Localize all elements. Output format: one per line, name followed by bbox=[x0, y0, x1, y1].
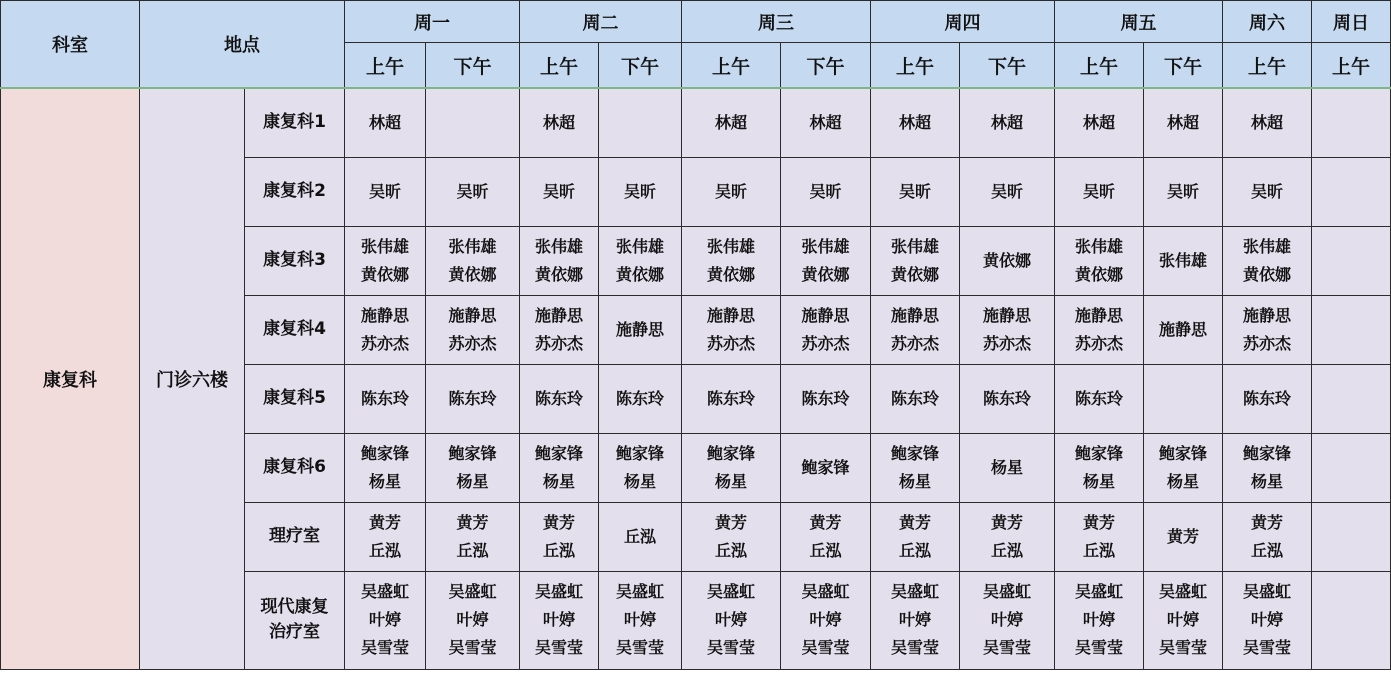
schedule-cell bbox=[1055, 364, 1144, 433]
header-day-sat: 周六 bbox=[1223, 1, 1312, 43]
doctor-name: 黄依娜 bbox=[706, 264, 755, 284]
schedule-cell bbox=[1055, 88, 1144, 157]
doctor-name: 黄芳 bbox=[368, 512, 401, 532]
doctor-name: 鲍家锋 bbox=[706, 443, 755, 463]
doctor-name: 陈东玲 bbox=[801, 388, 850, 408]
doctor-name: 张伟雄 bbox=[448, 236, 497, 256]
doctor-name: 丘泓 bbox=[542, 540, 575, 560]
schedule-cell bbox=[781, 88, 871, 157]
doctor-name: 叶婷 bbox=[456, 610, 489, 629]
doctor-name: 吴盛虹 bbox=[706, 582, 755, 601]
doctor-name: 苏亦杰 bbox=[1242, 333, 1291, 353]
schedule-cell bbox=[960, 433, 1055, 502]
schedule-cell bbox=[1055, 502, 1144, 571]
doctor-name: 吴雪莹 bbox=[615, 638, 664, 657]
doctor-name: 陈东玲 bbox=[1242, 388, 1291, 408]
doctor-name: 施静思 bbox=[534, 305, 583, 325]
schedule-cell bbox=[1223, 157, 1312, 226]
schedule-cell bbox=[960, 157, 1055, 226]
doctor-name: 吴昕 bbox=[714, 181, 747, 201]
schedule-cell bbox=[599, 88, 682, 157]
doctor-name: 黄依娜 bbox=[448, 264, 497, 284]
schedule-cell bbox=[682, 571, 781, 669]
room-cell bbox=[245, 295, 345, 364]
doctor-name: 黄芳 bbox=[542, 512, 575, 532]
doctor-name: 杨星 bbox=[990, 457, 1023, 477]
department-cell: 康复科 bbox=[1, 88, 140, 669]
schedule-cell bbox=[682, 364, 781, 433]
schedule-cell bbox=[599, 226, 682, 295]
schedule-cell bbox=[960, 226, 1055, 295]
location-cell: 门诊六楼 bbox=[140, 88, 245, 669]
schedule-cell bbox=[426, 157, 520, 226]
doctor-name: 吴盛虹 bbox=[982, 582, 1031, 601]
schedule-cell bbox=[426, 88, 520, 157]
header-department: 科室 bbox=[1, 1, 140, 89]
doctor-name: 黄依娜 bbox=[982, 250, 1031, 270]
schedule-cell bbox=[345, 433, 426, 502]
doctor-name: 黄芳 bbox=[809, 512, 842, 532]
schedule-cell bbox=[781, 157, 871, 226]
doctor-name: 黄芳 bbox=[714, 512, 747, 532]
doctor-name: 苏亦杰 bbox=[360, 333, 409, 353]
doctor-name: 苏亦杰 bbox=[706, 333, 755, 353]
schedule-cell bbox=[871, 571, 960, 669]
schedule-cell bbox=[1312, 571, 1391, 669]
header-pm: 下午 bbox=[1144, 43, 1223, 89]
room-cell bbox=[245, 502, 345, 571]
doctor-name: 鲍家锋 bbox=[1242, 443, 1291, 463]
doctor-name: 鲍家锋 bbox=[448, 443, 497, 463]
doctor-name: 吴雪莹 bbox=[448, 638, 497, 657]
doctor-name: 鲍家锋 bbox=[1074, 443, 1123, 463]
header-pm: 下午 bbox=[960, 43, 1055, 89]
doctor-name: 杨星 bbox=[542, 471, 575, 491]
doctor-name: 叶婷 bbox=[1166, 610, 1199, 629]
doctor-name: 叶婷 bbox=[542, 610, 575, 629]
header-am: 上午 bbox=[871, 43, 960, 89]
doctor-name: 林超 bbox=[1250, 112, 1283, 132]
doctor-name: 丘泓 bbox=[623, 526, 656, 546]
schedule-cell bbox=[520, 157, 599, 226]
doctor-name: 施静思 bbox=[615, 319, 664, 339]
schedule-cell bbox=[1223, 433, 1312, 502]
doctor-name: 张伟雄 bbox=[706, 236, 755, 256]
schedule-cell bbox=[1055, 226, 1144, 295]
doctor-name: 施静思 bbox=[448, 305, 497, 325]
doctor-name: 施静思 bbox=[982, 305, 1031, 325]
doctor-name: 黄芳 bbox=[456, 512, 489, 532]
schedule-cell bbox=[781, 226, 871, 295]
schedule-row bbox=[1, 88, 1391, 157]
schedule-cell bbox=[1312, 88, 1391, 157]
doctor-name: 吴雪莹 bbox=[1074, 638, 1123, 657]
doctor-name: 杨星 bbox=[368, 471, 401, 491]
doctor-name: 黄依娜 bbox=[615, 264, 664, 284]
schedule-cell bbox=[871, 364, 960, 433]
schedule-cell bbox=[960, 571, 1055, 669]
schedule-cell bbox=[599, 364, 682, 433]
schedule-cell bbox=[781, 433, 871, 502]
doctor-name: 苏亦杰 bbox=[890, 333, 939, 353]
schedule-cell bbox=[1223, 502, 1312, 571]
schedule-cell bbox=[520, 502, 599, 571]
schedule-cell bbox=[426, 571, 520, 669]
schedule-cell bbox=[960, 364, 1055, 433]
room-cell bbox=[245, 88, 345, 157]
doctor-name: 杨星 bbox=[1166, 471, 1199, 491]
schedule-cell bbox=[1055, 571, 1144, 669]
doctor-name: 林超 bbox=[1082, 112, 1115, 132]
doctor-name: 施静思 bbox=[1158, 319, 1207, 339]
doctor-name: 叶婷 bbox=[1082, 610, 1115, 629]
doctor-name: 吴雪莹 bbox=[360, 638, 409, 657]
schedule-cell bbox=[1223, 295, 1312, 364]
doctor-name: 吴雪莹 bbox=[534, 638, 583, 657]
room-name: 治疗室 bbox=[269, 622, 320, 642]
doctor-name: 叶婷 bbox=[368, 610, 401, 629]
header-day-sun: 周日 bbox=[1312, 1, 1391, 43]
room-name: 现代康复 bbox=[260, 597, 329, 617]
schedule-cell bbox=[426, 226, 520, 295]
doctor-name: 鲍家锋 bbox=[615, 443, 664, 463]
room-name: 康复科1 bbox=[263, 112, 326, 133]
schedule-cell bbox=[682, 502, 781, 571]
schedule-cell bbox=[345, 157, 426, 226]
doctor-name: 陈东玲 bbox=[706, 388, 755, 408]
room-name: 康复科6 bbox=[263, 457, 326, 477]
room-name: 康复科5 bbox=[263, 388, 326, 408]
schedule-cell bbox=[1312, 295, 1391, 364]
schedule-cell bbox=[345, 364, 426, 433]
doctor-name: 苏亦杰 bbox=[982, 333, 1031, 353]
schedule-cell bbox=[1144, 88, 1223, 157]
doctor-name: 杨星 bbox=[714, 471, 747, 491]
header-am: 上午 bbox=[345, 43, 426, 89]
header-day-mon: 周一 bbox=[345, 1, 520, 43]
room-cell bbox=[245, 433, 345, 502]
doctor-name: 施静思 bbox=[360, 305, 409, 325]
doctor-name: 黄芳 bbox=[1166, 526, 1199, 546]
doctor-name: 施静思 bbox=[706, 305, 755, 325]
doctor-name: 杨星 bbox=[456, 471, 489, 491]
schedule-cell bbox=[1223, 226, 1312, 295]
doctor-name: 丘泓 bbox=[990, 540, 1023, 560]
schedule-cell bbox=[682, 226, 781, 295]
doctor-name: 丘泓 bbox=[456, 540, 489, 560]
doctor-name: 鲍家锋 bbox=[360, 443, 409, 463]
schedule-cell bbox=[1312, 226, 1391, 295]
schedule-cell bbox=[871, 295, 960, 364]
schedule-cell bbox=[599, 433, 682, 502]
doctor-name: 吴盛虹 bbox=[534, 582, 583, 601]
doctor-name: 吴盛虹 bbox=[1158, 582, 1207, 601]
schedule-cell bbox=[345, 88, 426, 157]
schedule-cell bbox=[1144, 364, 1223, 433]
doctor-name: 丘泓 bbox=[898, 540, 931, 560]
header-am: 上午 bbox=[1223, 43, 1312, 89]
doctor-name: 林超 bbox=[990, 112, 1023, 132]
schedule-cell bbox=[871, 502, 960, 571]
room-cell bbox=[245, 226, 345, 295]
doctor-name: 黄依娜 bbox=[534, 264, 583, 284]
doctor-name: 丘泓 bbox=[368, 540, 401, 560]
schedule-cell bbox=[871, 88, 960, 157]
doctor-name: 苏亦杰 bbox=[801, 333, 850, 353]
schedule-cell bbox=[345, 295, 426, 364]
doctor-name: 叶婷 bbox=[623, 610, 656, 629]
schedule-cell bbox=[1223, 88, 1312, 157]
schedule-cell bbox=[1144, 295, 1223, 364]
doctor-name: 张伟雄 bbox=[801, 236, 850, 256]
doctor-name: 杨星 bbox=[898, 471, 931, 491]
doctor-name: 张伟雄 bbox=[1242, 236, 1291, 256]
schedule-cell bbox=[426, 433, 520, 502]
schedule-cell bbox=[960, 502, 1055, 571]
schedule-cell bbox=[781, 571, 871, 669]
doctor-name: 鲍家锋 bbox=[801, 457, 850, 477]
header-day-fri: 周五 bbox=[1055, 1, 1223, 43]
doctor-name: 施静思 bbox=[1242, 305, 1291, 325]
schedule-cell bbox=[1144, 571, 1223, 669]
doctor-name: 吴昕 bbox=[1082, 181, 1115, 201]
doctor-name: 杨星 bbox=[623, 471, 656, 491]
schedule-body bbox=[1, 88, 1391, 669]
doctor-name: 黄依娜 bbox=[890, 264, 939, 284]
doctor-name: 吴昕 bbox=[368, 181, 401, 201]
doctor-name: 黄芳 bbox=[1250, 512, 1283, 532]
room-cell bbox=[245, 571, 345, 669]
header-day-thu: 周四 bbox=[871, 1, 1055, 43]
doctor-name: 苏亦杰 bbox=[1074, 333, 1123, 353]
schedule-cell bbox=[1055, 157, 1144, 226]
doctor-name: 陈东玲 bbox=[360, 388, 409, 408]
header-pm: 下午 bbox=[781, 43, 871, 89]
doctor-name: 丘泓 bbox=[714, 540, 747, 560]
schedule-cell bbox=[599, 502, 682, 571]
schedule-cell bbox=[345, 226, 426, 295]
doctor-name: 叶婷 bbox=[714, 610, 747, 629]
doctor-name: 陈东玲 bbox=[448, 388, 497, 408]
doctor-name: 林超 bbox=[542, 112, 575, 132]
doctor-name: 吴昕 bbox=[623, 181, 656, 201]
schedule-cell bbox=[599, 157, 682, 226]
schedule-cell bbox=[682, 295, 781, 364]
schedule-cell bbox=[682, 88, 781, 157]
doctor-name: 吴盛虹 bbox=[801, 582, 850, 601]
doctor-name: 鲍家锋 bbox=[534, 443, 583, 463]
doctor-name: 张伟雄 bbox=[1074, 236, 1123, 256]
schedule-cell bbox=[781, 502, 871, 571]
doctor-name: 张伟雄 bbox=[890, 236, 939, 256]
schedule-cell bbox=[1312, 157, 1391, 226]
doctor-name: 苏亦杰 bbox=[448, 333, 497, 353]
schedule-cell bbox=[1055, 295, 1144, 364]
doctor-name: 吴盛虹 bbox=[448, 582, 497, 601]
doctor-name: 吴昕 bbox=[809, 181, 842, 201]
doctor-name: 张伟雄 bbox=[615, 236, 664, 256]
schedule-cell bbox=[960, 295, 1055, 364]
doctor-name: 张伟雄 bbox=[534, 236, 583, 256]
doctor-name: 林超 bbox=[1166, 112, 1199, 132]
doctor-name: 吴雪莹 bbox=[1158, 638, 1207, 657]
room-name: 康复科4 bbox=[263, 319, 326, 339]
doctor-name: 吴雪莹 bbox=[982, 638, 1031, 657]
doctor-name: 丘泓 bbox=[1082, 540, 1115, 560]
header-am: 上午 bbox=[682, 43, 781, 89]
schedule-cell bbox=[871, 226, 960, 295]
doctor-name: 吴雪莹 bbox=[801, 638, 850, 657]
header-location: 地点 bbox=[140, 1, 345, 89]
schedule-cell bbox=[426, 502, 520, 571]
doctor-name: 陈东玲 bbox=[1074, 388, 1123, 408]
header-am: 上午 bbox=[1312, 43, 1391, 89]
room-cell bbox=[245, 157, 345, 226]
schedule-cell bbox=[871, 157, 960, 226]
schedule-cell bbox=[682, 433, 781, 502]
schedule-cell bbox=[426, 295, 520, 364]
doctor-name: 黄依娜 bbox=[801, 264, 850, 284]
doctor-name: 叶婷 bbox=[1250, 610, 1283, 629]
doctor-name: 张伟雄 bbox=[360, 236, 409, 256]
doctor-name: 丘泓 bbox=[1250, 540, 1283, 560]
schedule-cell bbox=[345, 571, 426, 669]
doctor-name: 黄依娜 bbox=[1074, 264, 1123, 284]
doctor-name: 吴盛虹 bbox=[890, 582, 939, 601]
doctor-name: 吴盛虹 bbox=[615, 582, 664, 601]
schedule-cell bbox=[781, 364, 871, 433]
doctor-name: 林超 bbox=[714, 112, 747, 132]
doctor-name: 叶婷 bbox=[990, 610, 1023, 629]
doctor-name: 鲍家锋 bbox=[1158, 443, 1207, 463]
room-name: 康复科2 bbox=[263, 181, 326, 201]
doctor-name: 黄依娜 bbox=[360, 264, 409, 284]
schedule-cell bbox=[1223, 364, 1312, 433]
doctor-name: 施静思 bbox=[801, 305, 850, 325]
doctor-name: 黄依娜 bbox=[1242, 264, 1291, 284]
doctor-name: 杨星 bbox=[1082, 471, 1115, 491]
doctor-name: 张伟雄 bbox=[1158, 250, 1207, 270]
doctor-name: 鲍家锋 bbox=[890, 443, 939, 463]
room-name: 康复科3 bbox=[263, 250, 326, 270]
doctor-name: 杨星 bbox=[1250, 471, 1283, 491]
doctor-name: 丘泓 bbox=[809, 540, 842, 560]
schedule-cell bbox=[520, 364, 599, 433]
doctor-name: 吴雪莹 bbox=[890, 638, 939, 657]
schedule-cell bbox=[520, 88, 599, 157]
schedule-cell bbox=[1223, 571, 1312, 669]
doctor-name: 吴盛虹 bbox=[1074, 582, 1123, 601]
doctor-name: 吴雪莹 bbox=[706, 638, 755, 657]
doctor-name: 吴盛虹 bbox=[1242, 582, 1291, 601]
doctor-name: 吴盛虹 bbox=[360, 582, 409, 601]
schedule-cell bbox=[520, 433, 599, 502]
schedule-cell bbox=[1144, 157, 1223, 226]
doctor-name: 叶婷 bbox=[898, 610, 931, 629]
header-pm: 下午 bbox=[599, 43, 682, 89]
doctor-name: 林超 bbox=[368, 112, 401, 132]
schedule-cell bbox=[426, 364, 520, 433]
doctor-name: 施静思 bbox=[1074, 305, 1123, 325]
doctor-name: 吴昕 bbox=[1166, 181, 1199, 201]
schedule-cell bbox=[599, 295, 682, 364]
schedule-cell bbox=[345, 502, 426, 571]
doctor-name: 吴昕 bbox=[542, 181, 575, 201]
schedule-cell bbox=[1312, 502, 1391, 571]
schedule-cell bbox=[1055, 433, 1144, 502]
header-am: 上午 bbox=[1055, 43, 1144, 89]
schedule-cell bbox=[1144, 433, 1223, 502]
schedule-cell bbox=[1144, 502, 1223, 571]
schedule-cell bbox=[781, 295, 871, 364]
header-am: 上午 bbox=[520, 43, 599, 89]
schedule-cell bbox=[520, 226, 599, 295]
schedule-cell bbox=[520, 295, 599, 364]
doctor-name: 黄芳 bbox=[1082, 512, 1115, 532]
doctor-name: 吴雪莹 bbox=[1242, 638, 1291, 657]
doctor-name: 林超 bbox=[898, 112, 931, 132]
schedule-cell bbox=[1312, 364, 1391, 433]
doctor-name: 吴昕 bbox=[990, 181, 1023, 201]
schedule-cell bbox=[520, 571, 599, 669]
doctor-name: 陈东玲 bbox=[615, 388, 664, 408]
room-cell bbox=[245, 364, 345, 433]
header-pm: 下午 bbox=[426, 43, 520, 89]
room-name: 理疗室 bbox=[269, 526, 320, 546]
schedule-cell bbox=[871, 433, 960, 502]
doctor-name: 吴昕 bbox=[1250, 181, 1283, 201]
doctor-name: 黄芳 bbox=[898, 512, 931, 532]
schedule-cell bbox=[1144, 226, 1223, 295]
schedule-cell bbox=[682, 157, 781, 226]
doctor-name: 陈东玲 bbox=[890, 388, 939, 408]
doctor-name: 吴昕 bbox=[898, 181, 931, 201]
doctor-name: 施静思 bbox=[890, 305, 939, 325]
schedule-cell bbox=[599, 571, 682, 669]
doctor-name: 黄芳 bbox=[990, 512, 1023, 532]
doctor-name: 陈东玲 bbox=[982, 388, 1031, 408]
doctor-name: 叶婷 bbox=[809, 610, 842, 629]
schedule-cell bbox=[960, 88, 1055, 157]
header-day-tue: 周二 bbox=[520, 1, 682, 43]
header-day-wed: 周三 bbox=[682, 1, 871, 43]
doctor-name: 苏亦杰 bbox=[534, 333, 583, 353]
schedule-cell bbox=[1312, 433, 1391, 502]
doctor-name: 林超 bbox=[809, 112, 842, 132]
doctor-name: 陈东玲 bbox=[534, 388, 583, 408]
doctor-name: 吴昕 bbox=[456, 181, 489, 201]
